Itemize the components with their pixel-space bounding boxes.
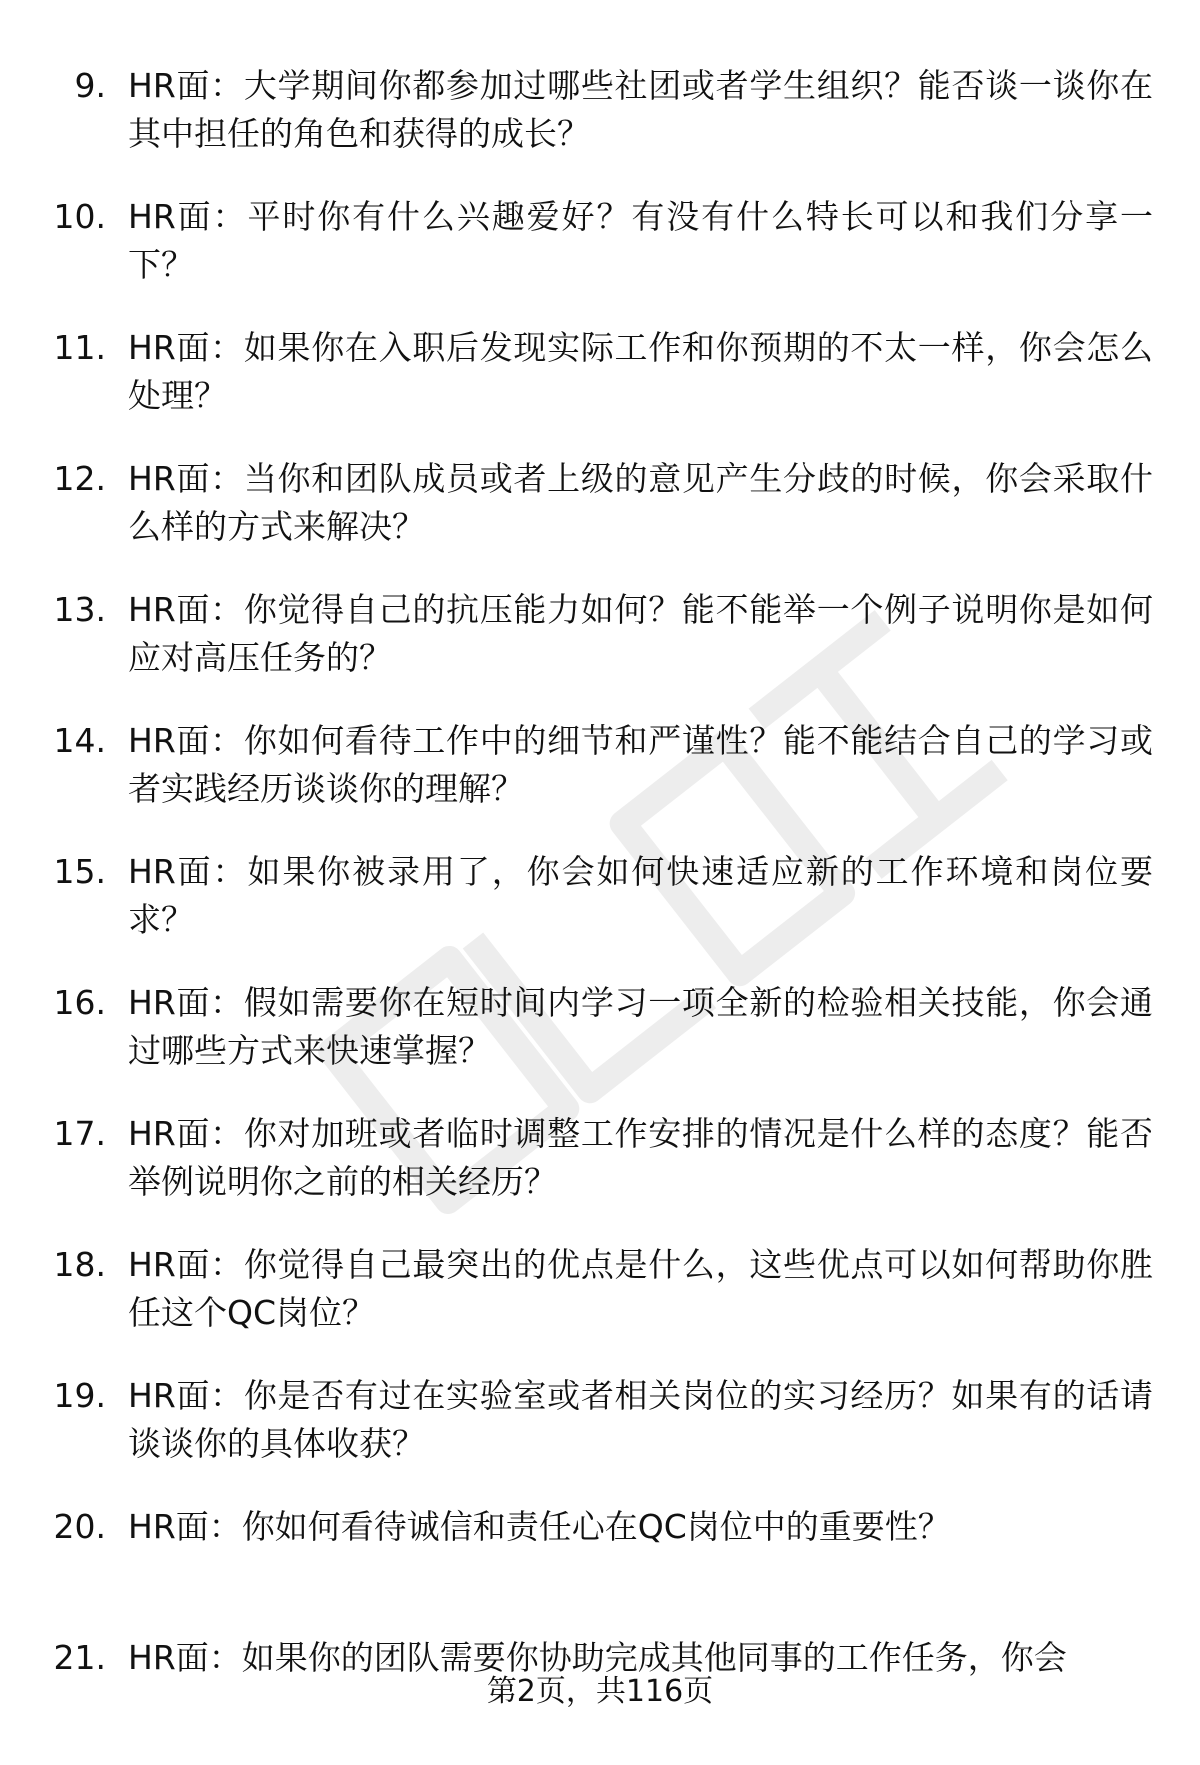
question-text: HR面：你觉得自己的抗压能力如何？能不能举一个例子说明你是如何应对高压任务的？	[128, 590, 1153, 677]
list-item	[0, 717, 1200, 848]
question-number: 21.	[53, 1638, 106, 1677]
question-number: 14.	[53, 721, 106, 760]
list-item	[0, 193, 1200, 324]
question-number: 18.	[53, 1245, 106, 1284]
question-number: 19.	[53, 1376, 106, 1415]
question-text: HR面：你如何看待工作中的细节和严谨性？能不能结合自己的学习或者实践经历谈谈你的理解？	[128, 721, 1153, 808]
list-item	[0, 848, 1200, 979]
question-number: 13.	[53, 590, 106, 629]
question-list	[0, 62, 1200, 1765]
question-number: 10.	[53, 197, 106, 236]
question-text: HR面：你是否有过在实验室或者相关岗位的实习经历？如果有的话请谈谈你的具体收获？	[128, 1376, 1153, 1463]
page-footer: 第2页，共116页	[486, 1674, 714, 1709]
list-item	[0, 1372, 1200, 1503]
list-item	[0, 62, 1200, 193]
question-text: HR面：如果你的团队需要你协助完成其他同事的工作任务，你会	[128, 1638, 1067, 1677]
question-text: HR面：假如需要你在短时间内学习一项全新的检验相关技能，你会通过哪些方式来快速掌握？	[128, 983, 1153, 1070]
list-item	[0, 586, 1200, 717]
list-item	[0, 979, 1200, 1110]
question-number: 11.	[53, 328, 106, 367]
list-item	[0, 1503, 1200, 1634]
question-text: HR面：你如何看待诚信和责任心在QC岗位中的重要性？	[128, 1507, 951, 1546]
list-item	[0, 1110, 1200, 1241]
question-text: HR面：如果你被录用了，你会如何快速适应新的工作环境和岗位要求？	[128, 852, 1153, 939]
question-number: 15.	[53, 852, 106, 891]
question-text: HR面：如果你在入职后发现实际工作和你预期的不太一样，你会怎么处理？	[128, 328, 1153, 415]
question-number: 9.	[74, 66, 106, 105]
question-number: 20.	[53, 1507, 106, 1546]
list-item	[0, 1241, 1200, 1372]
question-number: 17.	[53, 1114, 106, 1153]
question-text: HR面：大学期间你都参加过哪些社团或者学生组织？能否谈一谈你在其中担任的角色和获得的成长？	[128, 66, 1153, 153]
question-text: HR面：你对加班或者临时调整工作安排的情况是什么样的态度？能否举例说明你之前的相关经历？	[128, 1114, 1153, 1201]
list-item	[0, 324, 1200, 455]
question-text: HR面：当你和团队成员或者上级的意见产生分歧的时候，你会采取什么样的方式来解决？	[128, 459, 1153, 546]
question-number: 12.	[53, 459, 106, 498]
question-number: 16.	[53, 983, 106, 1022]
question-text: HR面：你觉得自己最突出的优点是什么，这些优点可以如何帮助你胜任这个QC岗位？	[128, 1245, 1153, 1332]
question-text: HR面：平时你有什么兴趣爱好？有没有什么特长可以和我们分享一下？	[128, 197, 1153, 284]
list-item	[0, 455, 1200, 586]
